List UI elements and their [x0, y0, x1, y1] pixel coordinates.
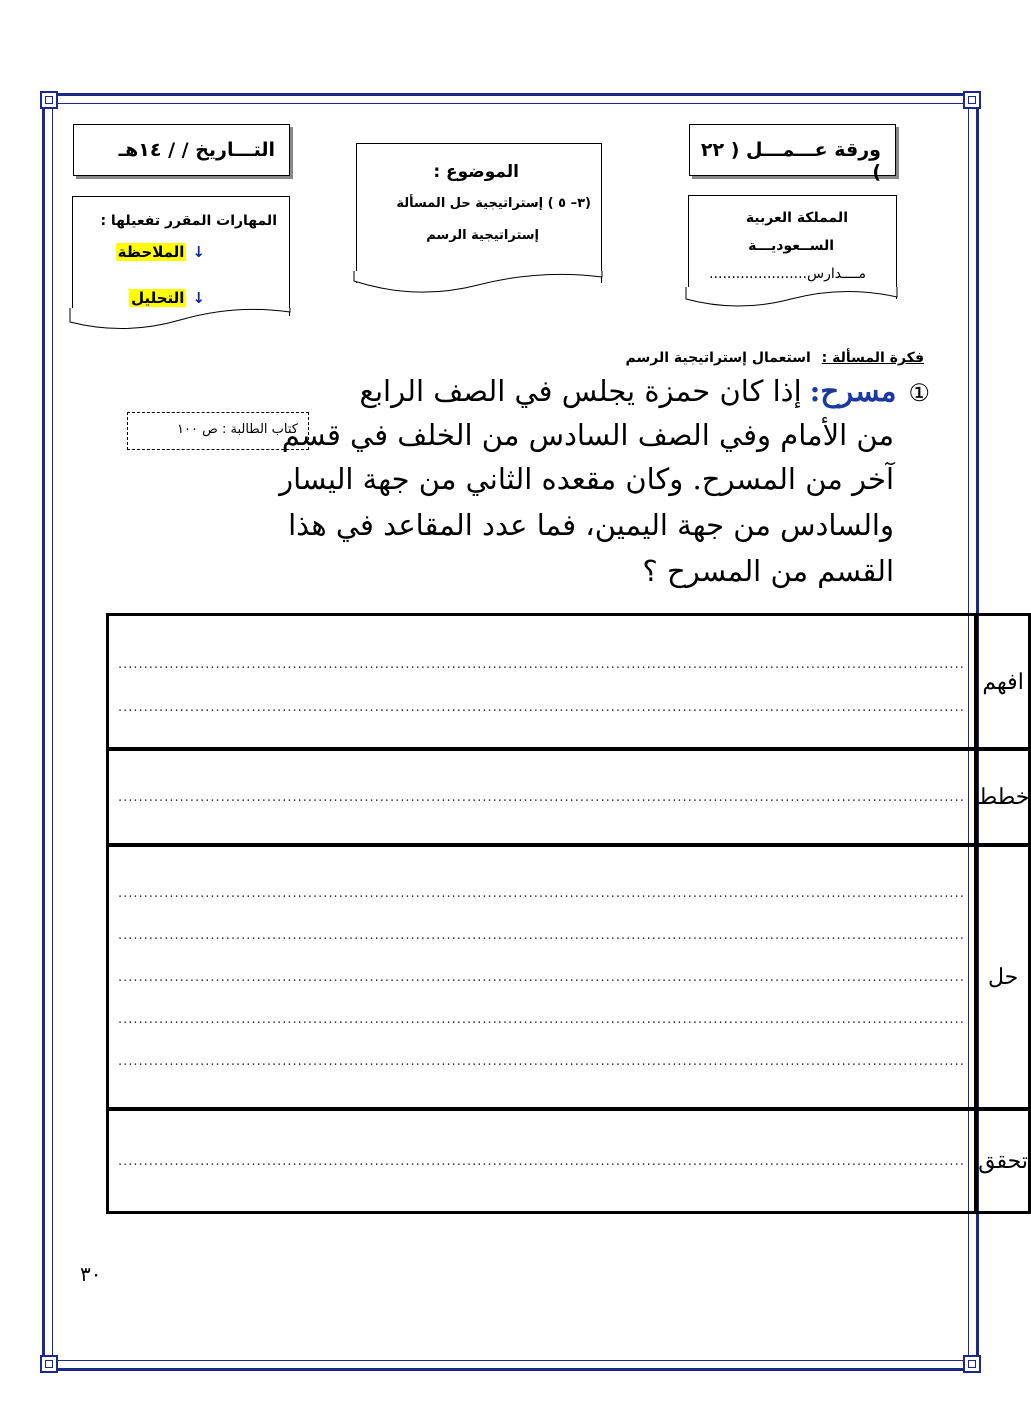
corner-ornament [40, 91, 58, 109]
corner-ornament [963, 91, 981, 109]
dotted-line: ..................................................................................................................................................................... [118, 656, 965, 672]
skills-box [72, 196, 290, 316]
dotted-line: ..................................................................................................................................................................... [118, 927, 965, 943]
row-label-verify: تحقق [976, 1109, 1031, 1213]
answer-area[interactable] [107, 845, 976, 1109]
corner-ornament [40, 1355, 58, 1373]
dotted-line: ..................................................................................................................................................................... [118, 1011, 965, 1027]
table-row [107, 1109, 1030, 1213]
subject-box [356, 143, 602, 283]
worksheet-title-box [689, 124, 896, 183]
book-reference-text: كتاب الطالبة : ص ١٠٠ [177, 422, 298, 437]
problem-idea-text: استعمال إستراتيجية الرسم [625, 350, 811, 366]
table-row [107, 749, 1030, 845]
page-number: ٣٠ [80, 1262, 102, 1286]
problem-line: من الأمام وفي الصف السادس من الخلف في قسم [281, 418, 894, 452]
date-box [73, 124, 290, 176]
problem-number: ① [908, 379, 930, 407]
skill-item [116, 243, 205, 261]
worksheet-title: ورقة عـــمـــل ( ٢٢ ) [700, 139, 881, 183]
skill-label: الملاحظة [117, 243, 185, 261]
kingdom-box [688, 195, 897, 299]
subject-label: الموضوع : [433, 162, 519, 182]
dotted-line: ..................................................................................................................................................................... [118, 1053, 965, 1069]
dotted-line: ..................................................................................................................................................................... [118, 885, 965, 901]
document-wave-edge [686, 287, 897, 313]
skills-title: المهارات المقرر تفعيلها : [100, 213, 277, 229]
table-row [107, 845, 1030, 1109]
row-label-understand: افهم [976, 614, 1031, 749]
answer-area[interactable] [107, 614, 976, 749]
problem-line: آخر من المسرح. وكان مقعده الثاني من جهة اليسار [279, 462, 894, 496]
problem-text: إذا كان حمزة يجلس في الصف الرابع [359, 374, 802, 408]
document-wave-edge [70, 308, 290, 334]
bullet-arrow-icon: ↓ [192, 289, 205, 307]
subject-line-2: إستراتيجية الرسم [426, 228, 539, 243]
row-label-solve: حل [976, 845, 1031, 1109]
kingdom-line-1: المملكة العربية [745, 210, 848, 226]
skill-item [129, 289, 205, 307]
answer-area[interactable] [107, 1109, 976, 1213]
document-wave-edge [354, 271, 602, 297]
kingdom-line-2: الســعوديـــة [748, 238, 834, 254]
skill-label: التحليل [131, 289, 185, 307]
dotted-line: ..................................................................................................................................................................... [118, 699, 965, 715]
subject-line-1: (٣– ٥ ) إستراتيجية حل المسألة [396, 196, 591, 211]
problem-line: القسم من المسرح ؟ [642, 554, 894, 588]
dotted-line: ..................................................................................................................................................................... [118, 969, 965, 985]
problem-keyword: مسرح: [809, 374, 897, 408]
corner-ornament [963, 1355, 981, 1373]
answer-area[interactable] [107, 749, 976, 845]
problem-line: والسادس من جهة اليمين، فما عدد المقاعد في هذا [288, 508, 894, 542]
date-label: التـــاريخ / / ١٤هـ [118, 139, 275, 161]
bullet-arrow-icon: ↓ [192, 243, 205, 261]
schools-label: مــــدارس...................... [709, 266, 866, 282]
dotted-line: ..................................................................................................................................................................... [118, 1153, 965, 1169]
problem-idea-label: فكرة المسألة : [821, 350, 924, 366]
solution-table [106, 613, 1031, 1214]
table-row [107, 614, 1030, 749]
dotted-line: ..................................................................................................................................................................... [118, 789, 965, 805]
problem-idea [626, 350, 925, 366]
row-label-plan: خطط [976, 749, 1031, 845]
problem-line-1 [360, 374, 930, 408]
